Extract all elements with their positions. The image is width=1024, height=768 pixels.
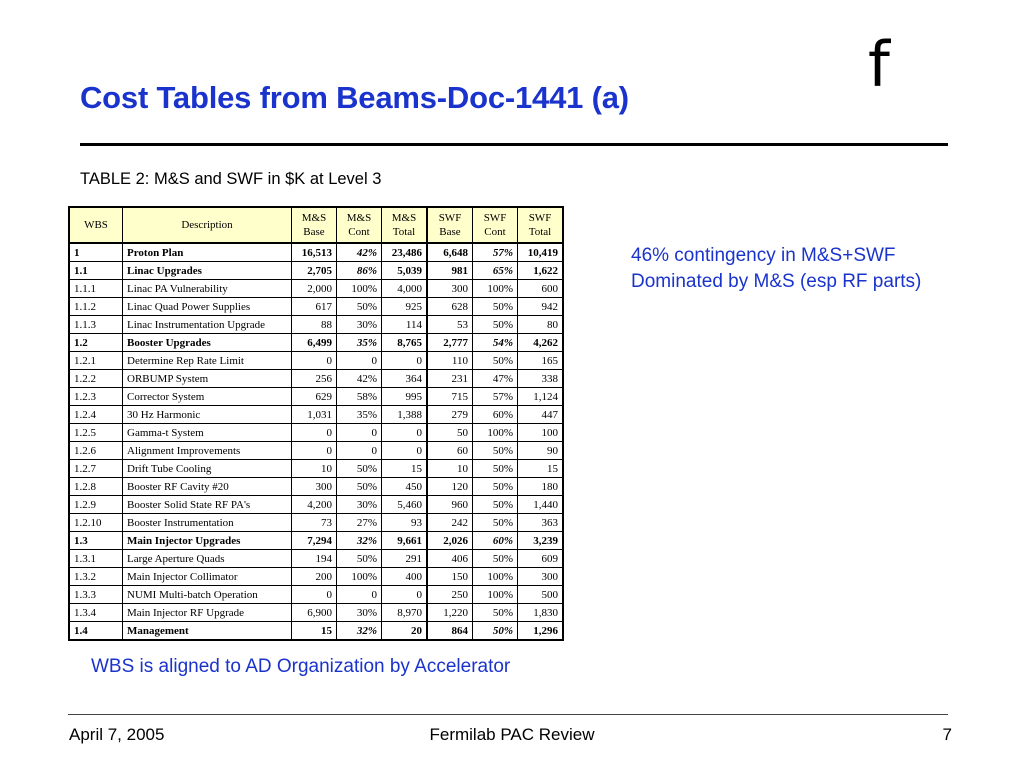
- header-description: Description: [123, 207, 292, 243]
- cell-description: Booster Instrumentation: [123, 514, 292, 532]
- table-row: [69, 532, 563, 550]
- cell-description: Gamma-t System: [123, 424, 292, 442]
- cell-description: Drift Tube Cooling: [123, 460, 292, 478]
- cell-swf-total: 1,830: [518, 604, 564, 622]
- cell-ms-total: 114: [382, 316, 428, 334]
- cell-ms-total: 0: [382, 586, 428, 604]
- cell-swf-cont: 50%: [473, 442, 518, 460]
- cell-description: Linac PA Vulnerability: [123, 280, 292, 298]
- cell-ms-total: 4,000: [382, 280, 428, 298]
- cell-ms-total: 5,039: [382, 262, 428, 280]
- cell-ms-total: 8,970: [382, 604, 428, 622]
- cell-swf-base: 2,777: [427, 334, 473, 352]
- table-row: [69, 568, 563, 586]
- cell-swf-base: 242: [427, 514, 473, 532]
- header-ms-base: M&S Base: [292, 207, 337, 243]
- table-row: [69, 334, 563, 352]
- table-row: [69, 550, 563, 568]
- cell-description: Booster RF Cavity #20: [123, 478, 292, 496]
- cell-description: Linac Upgrades: [123, 262, 292, 280]
- cell-description: Corrector System: [123, 388, 292, 406]
- table-header-row: [69, 207, 563, 243]
- contingency-note: [631, 243, 921, 295]
- table-caption: TABLE 2: M&S and SWF in $K at Level 3: [80, 170, 382, 188]
- cell-swf-total: 300: [518, 568, 564, 586]
- cell-description: Main Injector Collimator: [123, 568, 292, 586]
- cell-ms-cont: 30%: [337, 604, 382, 622]
- cell-ms-total: 93: [382, 514, 428, 532]
- cell-wbs: 1.2.3: [69, 388, 123, 406]
- cell-description: NUMI Multi-batch Operation: [123, 586, 292, 604]
- cell-description: Determine Rep Rate Limit: [123, 352, 292, 370]
- cell-description: Main Injector Upgrades: [123, 532, 292, 550]
- cell-swf-cont: 47%: [473, 370, 518, 388]
- header-swf-base: SWF Base: [427, 207, 473, 243]
- cell-swf-cont: 50%: [473, 316, 518, 334]
- cell-ms-cont: 100%: [337, 280, 382, 298]
- table-row: [69, 460, 563, 478]
- cell-swf-cont: 100%: [473, 280, 518, 298]
- table-row: [69, 604, 563, 622]
- cell-swf-cont: 50%: [473, 352, 518, 370]
- cell-ms-cont: 50%: [337, 550, 382, 568]
- cell-ms-total: 995: [382, 388, 428, 406]
- table-row: [69, 370, 563, 388]
- cell-swf-cont: 50%: [473, 514, 518, 532]
- cell-swf-cont: 100%: [473, 568, 518, 586]
- cell-swf-total: 4,262: [518, 334, 564, 352]
- cell-swf-base: 2,026: [427, 532, 473, 550]
- cell-swf-total: 165: [518, 352, 564, 370]
- cell-swf-total: 10,419: [518, 243, 564, 262]
- cell-ms-base: 16,513: [292, 243, 337, 262]
- cell-wbs: 1.3.3: [69, 586, 123, 604]
- cell-swf-cont: 57%: [473, 388, 518, 406]
- header-swf-total: SWF Total: [518, 207, 564, 243]
- cell-ms-base: 0: [292, 424, 337, 442]
- table-row: [69, 622, 563, 641]
- table-body: [69, 243, 563, 640]
- cell-ms-total: 291: [382, 550, 428, 568]
- cell-wbs: 1.1.1: [69, 280, 123, 298]
- cell-swf-cont: 50%: [473, 550, 518, 568]
- fermilab-logo: f: [868, 28, 890, 101]
- cell-description: Alignment Improvements: [123, 442, 292, 460]
- cell-swf-base: 50: [427, 424, 473, 442]
- table-row: [69, 316, 563, 334]
- cell-ms-cont: 0: [337, 586, 382, 604]
- cell-ms-total: 0: [382, 442, 428, 460]
- cell-ms-cont: 35%: [337, 406, 382, 424]
- cell-swf-base: 628: [427, 298, 473, 316]
- cell-ms-cont: 27%: [337, 514, 382, 532]
- cell-ms-base: 4,200: [292, 496, 337, 514]
- cell-ms-cont: 0: [337, 424, 382, 442]
- cell-ms-total: 0: [382, 424, 428, 442]
- cell-ms-base: 10: [292, 460, 337, 478]
- cell-wbs: 1.2.7: [69, 460, 123, 478]
- cell-ms-cont: 32%: [337, 622, 382, 641]
- table-row: [69, 280, 563, 298]
- cell-swf-cont: 50%: [473, 622, 518, 641]
- cost-table-container: [68, 206, 564, 641]
- cost-table: [68, 206, 564, 641]
- cell-swf-cont: 100%: [473, 424, 518, 442]
- cell-ms-cont: 30%: [337, 316, 382, 334]
- table-row: [69, 514, 563, 532]
- cell-swf-total: 363: [518, 514, 564, 532]
- table-row: [69, 586, 563, 604]
- cell-swf-total: 338: [518, 370, 564, 388]
- cell-swf-cont: 60%: [473, 532, 518, 550]
- header-ms-cont: M&S Cont: [337, 207, 382, 243]
- cell-wbs: 1.2.2: [69, 370, 123, 388]
- cell-ms-total: 9,661: [382, 532, 428, 550]
- cell-wbs: 1.1: [69, 262, 123, 280]
- cell-swf-base: 60: [427, 442, 473, 460]
- cell-swf-base: 279: [427, 406, 473, 424]
- table-row: [69, 262, 563, 280]
- page-number: 7: [942, 725, 952, 744]
- cell-wbs: 1.1.3: [69, 316, 123, 334]
- header-ms-total: M&S Total: [382, 207, 428, 243]
- table-row: [69, 478, 563, 496]
- cell-swf-cont: 50%: [473, 496, 518, 514]
- cell-ms-cont: 86%: [337, 262, 382, 280]
- cell-wbs: 1.2.5: [69, 424, 123, 442]
- cell-swf-base: 1,220: [427, 604, 473, 622]
- cell-swf-total: 942: [518, 298, 564, 316]
- cell-ms-total: 8,765: [382, 334, 428, 352]
- table-row: [69, 424, 563, 442]
- cell-wbs: 1.2.10: [69, 514, 123, 532]
- cell-ms-base: 2,705: [292, 262, 337, 280]
- cell-swf-total: 500: [518, 586, 564, 604]
- cell-wbs: 1.1.2: [69, 298, 123, 316]
- cell-wbs: 1.2.9: [69, 496, 123, 514]
- cell-ms-base: 1,031: [292, 406, 337, 424]
- cell-ms-total: 0: [382, 352, 428, 370]
- cell-ms-total: 1,388: [382, 406, 428, 424]
- cell-ms-total: 5,460: [382, 496, 428, 514]
- cell-ms-base: 194: [292, 550, 337, 568]
- cell-swf-total: 609: [518, 550, 564, 568]
- cell-ms-cont: 50%: [337, 298, 382, 316]
- cell-swf-cont: 100%: [473, 586, 518, 604]
- cell-description: Booster Upgrades: [123, 334, 292, 352]
- cell-ms-total: 400: [382, 568, 428, 586]
- cell-ms-cont: 42%: [337, 370, 382, 388]
- cell-description: Management: [123, 622, 292, 641]
- cell-wbs: 1.4: [69, 622, 123, 641]
- cell-wbs: 1.2.6: [69, 442, 123, 460]
- cell-wbs: 1.3.4: [69, 604, 123, 622]
- footer-divider: [68, 714, 948, 715]
- cell-swf-base: 120: [427, 478, 473, 496]
- cell-description: Large Aperture Quads: [123, 550, 292, 568]
- cell-ms-total: 23,486: [382, 243, 428, 262]
- cell-ms-base: 629: [292, 388, 337, 406]
- cell-swf-total: 1,622: [518, 262, 564, 280]
- cell-ms-cont: 50%: [337, 460, 382, 478]
- cell-swf-cont: 57%: [473, 243, 518, 262]
- table-row: [69, 243, 563, 262]
- cell-swf-base: 53: [427, 316, 473, 334]
- cell-swf-base: 231: [427, 370, 473, 388]
- cell-ms-cont: 100%: [337, 568, 382, 586]
- cell-swf-cont: 50%: [473, 478, 518, 496]
- cell-swf-base: 110: [427, 352, 473, 370]
- cell-ms-total: 364: [382, 370, 428, 388]
- cell-ms-base: 300: [292, 478, 337, 496]
- table-row: [69, 388, 563, 406]
- cell-ms-cont: 0: [337, 352, 382, 370]
- cell-swf-base: 150: [427, 568, 473, 586]
- cell-description: Proton Plan: [123, 243, 292, 262]
- cell-description: ORBUMP System: [123, 370, 292, 388]
- cell-swf-total: 1,440: [518, 496, 564, 514]
- cell-ms-total: 925: [382, 298, 428, 316]
- cell-swf-cont: 50%: [473, 604, 518, 622]
- cell-swf-base: 300: [427, 280, 473, 298]
- cell-wbs: 1.2.1: [69, 352, 123, 370]
- cell-swf-cont: 60%: [473, 406, 518, 424]
- cell-ms-cont: 58%: [337, 388, 382, 406]
- cell-ms-base: 15: [292, 622, 337, 641]
- slide-title: Cost Tables from Beams-Doc-1441 (a): [80, 80, 629, 115]
- cell-swf-cont: 65%: [473, 262, 518, 280]
- cell-swf-base: 250: [427, 586, 473, 604]
- cell-wbs: 1.3.1: [69, 550, 123, 568]
- title-divider: [80, 143, 948, 146]
- cell-wbs: 1: [69, 243, 123, 262]
- cell-swf-base: 715: [427, 388, 473, 406]
- cell-ms-base: 2,000: [292, 280, 337, 298]
- cell-description: Linac Quad Power Supplies: [123, 298, 292, 316]
- cell-swf-total: 1,124: [518, 388, 564, 406]
- cell-description: 30 Hz Harmonic: [123, 406, 292, 424]
- cell-swf-total: 180: [518, 478, 564, 496]
- cell-description: Main Injector RF Upgrade: [123, 604, 292, 622]
- cell-swf-total: 600: [518, 280, 564, 298]
- cell-wbs: 1.3: [69, 532, 123, 550]
- cell-ms-cont: 35%: [337, 334, 382, 352]
- cell-ms-base: 256: [292, 370, 337, 388]
- table-row: [69, 496, 563, 514]
- cell-swf-cont: 50%: [473, 460, 518, 478]
- cell-ms-cont: 42%: [337, 243, 382, 262]
- cell-wbs: 1.3.2: [69, 568, 123, 586]
- cell-ms-cont: 32%: [337, 532, 382, 550]
- cell-swf-cont: 54%: [473, 334, 518, 352]
- table-row: [69, 352, 563, 370]
- cell-ms-cont: 0: [337, 442, 382, 460]
- cell-ms-base: 6,499: [292, 334, 337, 352]
- cell-wbs: 1.2.4: [69, 406, 123, 424]
- cell-ms-base: 7,294: [292, 532, 337, 550]
- wbs-alignment-note: WBS is aligned to AD Organization by Accelerator: [91, 656, 511, 677]
- table-row: [69, 298, 563, 316]
- cell-ms-base: 617: [292, 298, 337, 316]
- footer-title: Fermilab PAC Review: [429, 725, 595, 744]
- cell-swf-base: 406: [427, 550, 473, 568]
- table-row: [69, 442, 563, 460]
- footer-date: April 7, 2005: [69, 725, 165, 744]
- cell-swf-base: 960: [427, 496, 473, 514]
- cell-wbs: 1.2.8: [69, 478, 123, 496]
- cell-ms-cont: 50%: [337, 478, 382, 496]
- cell-swf-base: 981: [427, 262, 473, 280]
- cell-swf-base: 864: [427, 622, 473, 641]
- header-swf-cont: SWF Cont: [473, 207, 518, 243]
- cell-ms-cont: 30%: [337, 496, 382, 514]
- cell-description: Linac Instrumentation Upgrade: [123, 316, 292, 334]
- cell-swf-base: 10: [427, 460, 473, 478]
- cell-swf-total: 447: [518, 406, 564, 424]
- cell-ms-base: 0: [292, 352, 337, 370]
- cell-swf-base: 6,648: [427, 243, 473, 262]
- cell-swf-cont: 50%: [473, 298, 518, 316]
- cell-ms-total: 20: [382, 622, 428, 641]
- cell-swf-total: 100: [518, 424, 564, 442]
- note-line-2: Dominated by M&S (esp RF parts): [631, 271, 922, 292]
- cell-wbs: 1.2: [69, 334, 123, 352]
- cell-swf-total: 1,296: [518, 622, 564, 641]
- cell-swf-total: 80: [518, 316, 564, 334]
- header-wbs: WBS: [69, 207, 123, 243]
- cell-description: Booster Solid State RF PA's: [123, 496, 292, 514]
- cell-swf-total: 3,239: [518, 532, 564, 550]
- cell-ms-base: 0: [292, 442, 337, 460]
- cell-ms-base: 73: [292, 514, 337, 532]
- cell-ms-base: 88: [292, 316, 337, 334]
- table-row: [69, 406, 563, 424]
- cell-ms-base: 200: [292, 568, 337, 586]
- cell-ms-total: 15: [382, 460, 428, 478]
- cell-ms-total: 450: [382, 478, 428, 496]
- cell-ms-base: 6,900: [292, 604, 337, 622]
- cell-ms-base: 0: [292, 586, 337, 604]
- note-line-1: 46% contingency in M&S+SWF: [631, 245, 896, 266]
- cell-swf-total: 90: [518, 442, 564, 460]
- cell-swf-total: 15: [518, 460, 564, 478]
